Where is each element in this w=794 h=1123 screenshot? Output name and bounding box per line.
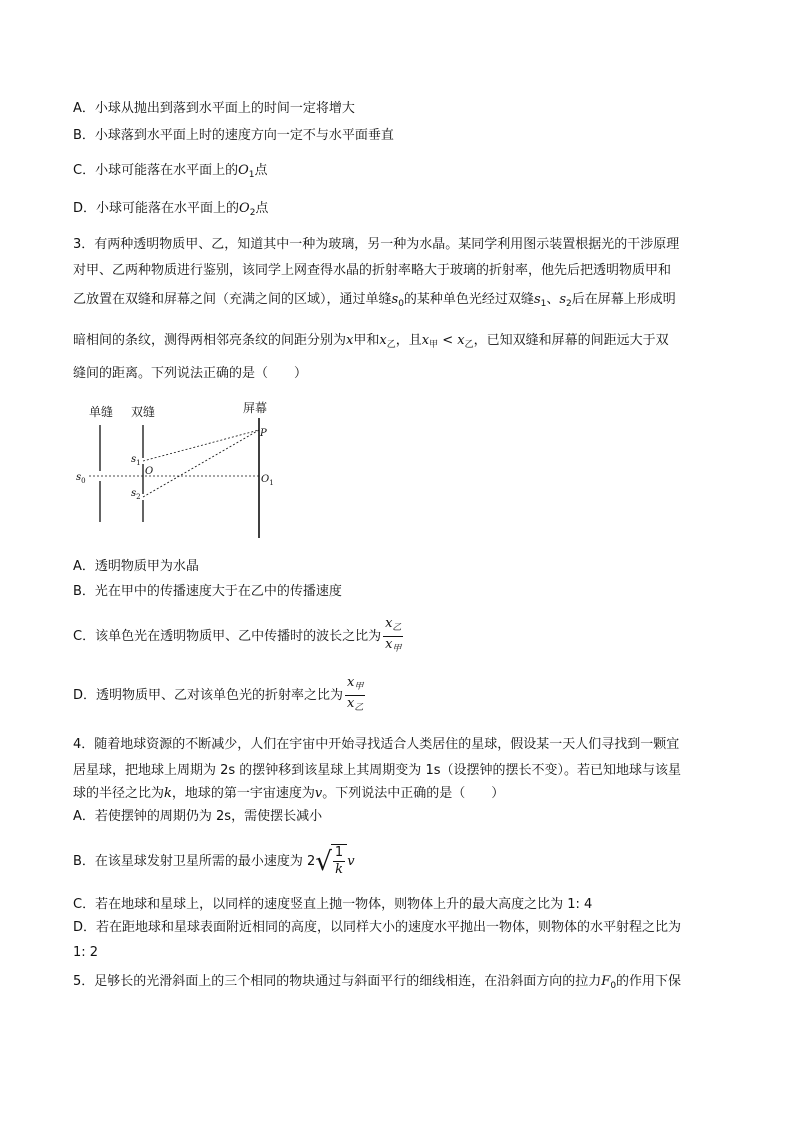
q3-x-yi: x bbox=[379, 333, 387, 348]
q3-x-jia: x bbox=[346, 333, 354, 348]
double-slit-diagram bbox=[73, 400, 273, 540]
q3-s0-sub: 0 bbox=[398, 299, 404, 309]
q3-s1-sub: 1 bbox=[540, 299, 547, 309]
diagram-double-slit-label: 双缝 bbox=[131, 405, 156, 419]
q2-option-d-sub: 2 bbox=[249, 208, 256, 218]
q5-stem-line1 bbox=[73, 973, 681, 995]
q3-option-d-text: D．透明物质甲、乙对该单色光的折射率之比为 bbox=[73, 688, 344, 703]
q3-comma1: ，且 bbox=[395, 333, 422, 348]
q3-ineq-left-sub: 甲 bbox=[429, 340, 439, 350]
q3-option-c-text: C．该单色光在透明物质甲、乙中传播时的波长之比为 bbox=[73, 629, 382, 644]
q3-ineq-right-sub: 乙 bbox=[464, 340, 474, 350]
q2-option-b: B．小球落到水平面上时的速度方向一定不与水平面垂直 bbox=[73, 128, 394, 143]
q3-s2-symbol: s bbox=[559, 292, 567, 307]
q4-stem-line2: 居星球，把地球上周期为 2s 的摆钟移到该星球上其周期变为 1s（设摆钟的摆长不变）。若已知地球与该星 bbox=[73, 763, 681, 778]
q4-option-b-text: B．在该星球发射卫星所需的最小速度为 2 bbox=[73, 854, 316, 869]
q2-option-a: A．小球从抛出到落到水平面上的时间一定将增大 bbox=[73, 101, 355, 116]
diagram-point-o1: $O_1$ bbox=[261, 474, 274, 487]
q5-f0: F bbox=[601, 974, 611, 989]
q3-ineq-right: x bbox=[457, 333, 465, 348]
q2-option-c-post: 点 bbox=[254, 163, 268, 178]
q3-stem-line1: 3．有两种透明物质甲、乙，知道其中一种为玻璃，另一种为水晶。某同学利用图示装置根据光的干涉原理 bbox=[73, 237, 680, 252]
diagram-s0: $s_0$ bbox=[76, 472, 86, 485]
q3-ineq-left: x bbox=[421, 333, 430, 348]
q4-k: k bbox=[164, 786, 172, 801]
q5-line1-pre: 5．足够长的光滑斜面上的三个相同的物块通过与斜面平行的细线相连，在沿斜面方向的拉力 bbox=[73, 974, 602, 989]
q3-line4-pre: 暗相间的条纹，测得两相邻亮条纹的间距分别为 bbox=[73, 333, 347, 348]
q2-option-d-symbol: O bbox=[239, 201, 250, 216]
q3-line4-post: ，已知双缝和屏幕的间距远大于双 bbox=[473, 333, 669, 348]
q3-stem-line3 bbox=[73, 291, 676, 313]
q4-option-b-v: v bbox=[347, 854, 355, 869]
q2-option-c-symbol: O bbox=[238, 163, 249, 178]
q3-stem-line4 bbox=[73, 332, 669, 354]
q3-option-a: A．透明物质甲为水晶 bbox=[73, 559, 199, 574]
q4-stem-line3 bbox=[73, 785, 504, 803]
diagram-single-slit-label: 单缝 bbox=[89, 405, 114, 419]
q3-stem-line2: 对甲、乙两种物质进行鉴别，该同学上网查得水晶的折射率略大于玻璃的折射率，他先后把透明物质甲和 bbox=[73, 263, 672, 278]
q4-stem-line1: 4．随着地球资源的不断减少，人们在宇宙中开始寻找适合人类居住的星球，假设某一天人们寻找到一颗宜 bbox=[73, 737, 680, 752]
q3-line3-pre: 乙放置在双缝和屏幕之间（充满之间的区域），通过单缝 bbox=[73, 292, 392, 307]
q5-f0-sub: 0 bbox=[610, 981, 617, 991]
q4-v: v bbox=[314, 786, 323, 801]
q3-s0-symbol: s bbox=[391, 292, 399, 307]
diagram-point-p: P bbox=[260, 428, 267, 439]
q2-option-d-text: D．小球可能落在水平面上的 bbox=[73, 201, 240, 216]
q3-stem-line5: 缝间的距离。下列说法正确的是（ ） bbox=[73, 366, 308, 381]
q3-line3-post: 后在屏幕上形成明 bbox=[571, 292, 676, 307]
q3-line3-mid: 的某种单色光经过双缝 bbox=[403, 292, 534, 307]
q4-option-b-sqrt: √ $\frac{1}{k}$ bbox=[315, 844, 347, 879]
diagram-s2: $s_2$ bbox=[131, 488, 141, 501]
q2-option-c bbox=[73, 162, 268, 184]
q3-s1-symbol: s bbox=[533, 292, 541, 307]
q4-line3-pre: 球的半径之比为 bbox=[73, 786, 165, 801]
q3-option-c-fraction: $\frac{x_乙}{x_甲}$ bbox=[385, 616, 402, 654]
q3-option-d-fraction: $\frac{x_甲}{x_乙}$ bbox=[347, 675, 364, 713]
q3-s2-sub: 2 bbox=[566, 299, 572, 309]
q4-option-a: A．若使摆钟的周期仍为 2s，需使摆长减小 bbox=[73, 809, 323, 824]
q3-option-b: B．光在甲中的传播速度大于在乙中的传播速度 bbox=[73, 584, 342, 599]
q5-line1-post: 的作用下保 bbox=[616, 974, 682, 989]
q2-option-c-text: C．小球可能落在水平面上的 bbox=[73, 163, 239, 178]
ray-s1-p bbox=[143, 430, 259, 461]
diagram-point-o: O bbox=[145, 466, 154, 477]
q4-line3-mid: ，地球的第一宇宙速度为 bbox=[171, 786, 315, 801]
q4-line3-post: 。下列说法中正确的是（ ） bbox=[322, 786, 505, 801]
q3-sep: 、 bbox=[546, 292, 560, 307]
q3-x-yi-sub: 乙 bbox=[386, 340, 396, 350]
diagram-screen-label: 屏幕 bbox=[243, 401, 268, 415]
q3-lt: < bbox=[438, 333, 458, 348]
q3-and: 和 bbox=[366, 333, 380, 348]
q3-he: 甲 bbox=[353, 333, 367, 348]
q4-option-d-line1: D．若在距地球和星球表面附近相同的高度，以同样大小的速度水平抛出一物体，则物体的水平射程之比为 bbox=[73, 920, 682, 935]
q4-option-d-line2: 1: 2 bbox=[73, 945, 99, 960]
q3-option-d bbox=[73, 675, 367, 716]
q4-option-c: C．若在地球和星球上，以同样的速度竖直上抛一物体，则物体上升的最大高度之比为 1: 4 bbox=[73, 897, 593, 912]
q4-option-b bbox=[73, 844, 355, 879]
ray-s2-p bbox=[143, 430, 259, 497]
q2-option-d-post: 点 bbox=[255, 201, 269, 216]
q3-option-c bbox=[73, 616, 405, 657]
q2-option-d bbox=[73, 200, 268, 222]
q2-option-c-sub: 1 bbox=[248, 170, 255, 180]
diagram-s1: $s_1$ bbox=[131, 454, 141, 467]
